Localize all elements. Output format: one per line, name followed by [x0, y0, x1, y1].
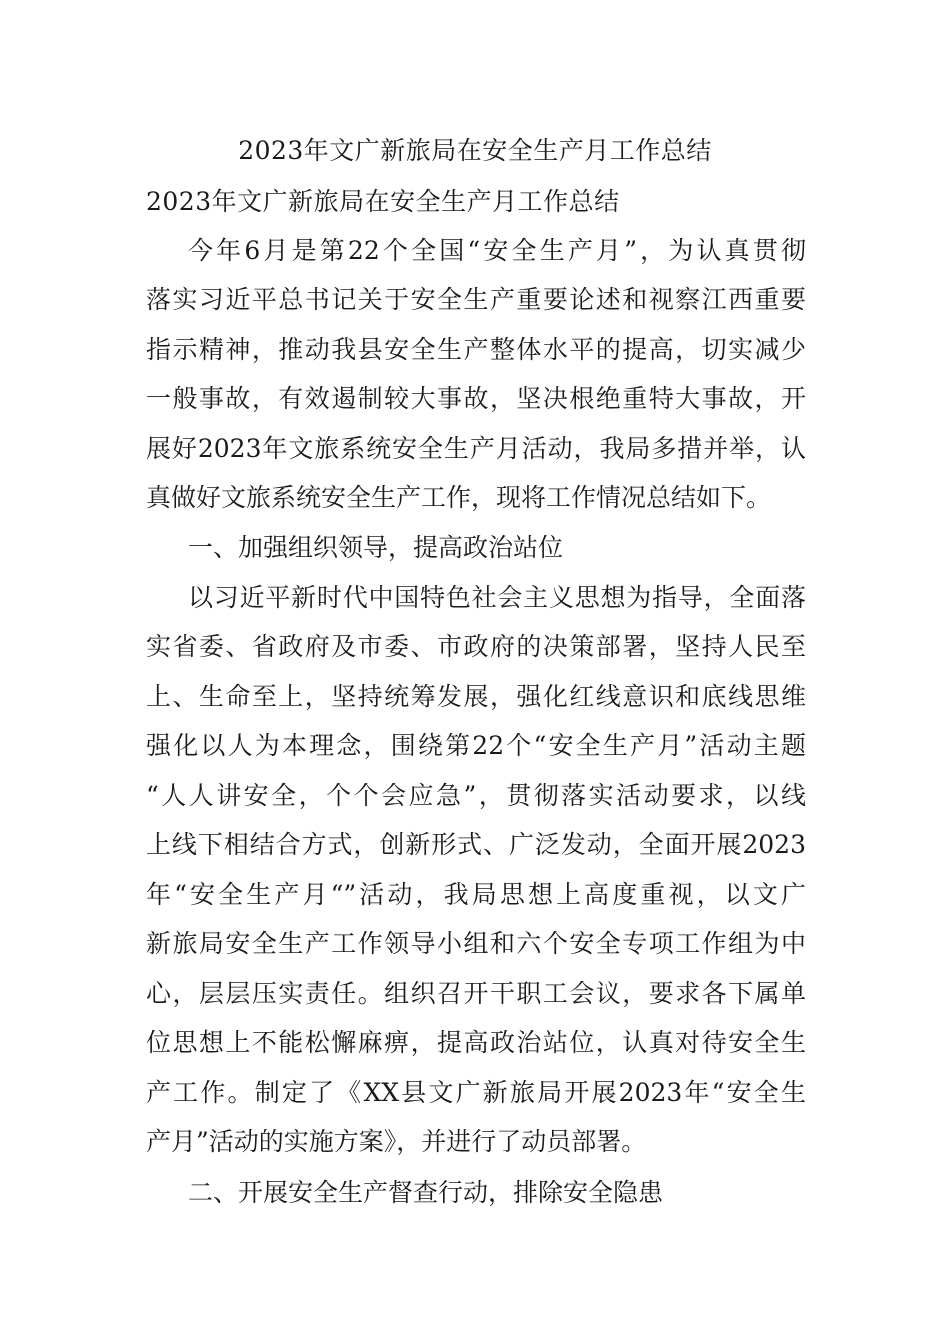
- paragraph-line: 上、生命至上，坚持统筹发展，强化红线意识和底线思维: [146, 682, 806, 711]
- paragraph-line: 位思想上不能松懈麻痹，提高政治站位，认真对待安全生: [146, 1028, 806, 1057]
- paragraph-line: 今年6月是第22个全国“安全生产月”，为认真贯彻: [188, 236, 806, 265]
- paragraph-line: 强化以人为本理念，围绕第22个“安全生产月”活动主题: [146, 731, 806, 760]
- paragraph-line: 实省委、省政府及市委、市政府的决策部署，坚持人民至: [146, 632, 806, 661]
- document-subtitle: 2023年文广新旅局在安全生产月工作总结: [146, 187, 620, 216]
- paragraph-line: 新旅局安全生产工作领导小组和六个安全专项工作组为中: [146, 929, 806, 958]
- paragraph-line: 上线下相结合方式，创新形式、广泛发动，全面开展2023: [146, 830, 806, 859]
- paragraph-line: 年“安全生产月“”活动，我局思想上高度重视，以文广: [146, 880, 806, 909]
- paragraph-line: “人人讲安全，个个会应急”，贯彻落实活动要求，以线: [146, 781, 806, 810]
- paragraph-line: 展好2023年文旅系统安全生产月活动，我局多措并举，认: [146, 434, 806, 463]
- paragraph-line: 落实习近平总书记关于安全生产重要论述和视察江西重要: [146, 285, 806, 314]
- section-heading-2: 二、开展安全生产督查行动，排除安全隐患: [188, 1178, 664, 1207]
- paragraph-line: 产月”活动的实施方案》，并进行了动员部署。: [146, 1127, 647, 1156]
- paragraph-line: 指示精神，推动我县安全生产整体水平的提高，切实减少: [146, 335, 806, 364]
- paragraph-line: 产工作。制定了《XX县文广新旅局开展2023年“安全生: [146, 1078, 806, 1107]
- paragraph-line: 真做好文旅系统安全生产工作，现将工作情况总结如下。: [146, 483, 772, 512]
- document-title: 2023年文广新旅局在安全生产月工作总结: [238, 136, 712, 165]
- section-heading-1: 一、加强组织领导，提高政治站位: [188, 533, 564, 562]
- paragraph-line: 一般事故，有效遏制较大事故，坚决根绝重特大事故，开: [146, 384, 806, 413]
- paragraph-line: 以习近平新时代中国特色社会主义思想为指导，全面落: [188, 583, 806, 612]
- paragraph-line: 心，层层压实责任。组织召开干职工会议，要求各下属单: [146, 979, 806, 1008]
